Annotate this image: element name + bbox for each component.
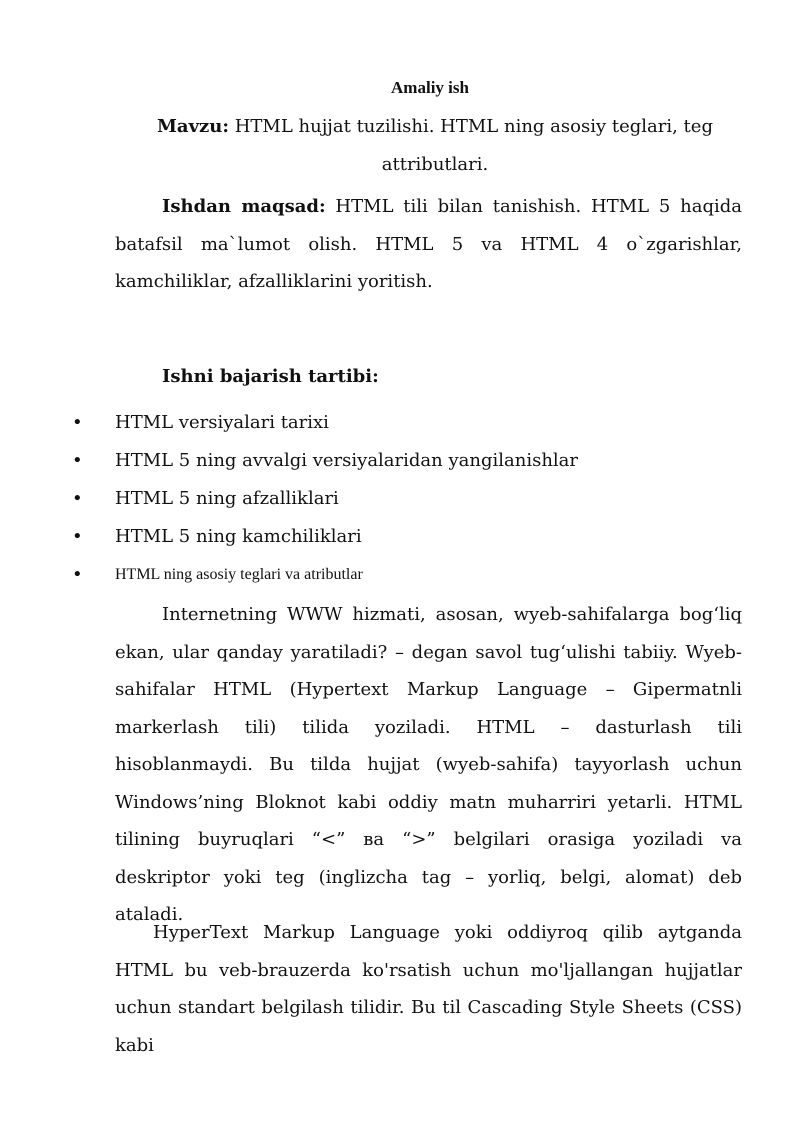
task-text: HTML 5 ning afzalliklari	[115, 488, 339, 509]
body-paragraph-1: Internetning WWW hizmati, asosan, wyeb-sahifalarga bog‘liq ekan, ular qanday yaratiladi? – degan savol tug‘ulishi tabiiy. Wyeb-sahifalar HTML (Hypertext Markup Language – Gipermatnli markerlash tili) tilida yoziladi. HTML – dasturlash tili hisoblanmaydi. Bu tilda hujjat (wyeb-sahifa) tayyorlash uchun Windows’ning Bloknot kabi oddiy matn muharriri yetarli. HTML tilining buyruqlari “<” ва “>” belgilari orasiga yoziladi va deskriptor yoki teg (inglizcha tag – yorliq, belgi, alomat) deb ataladi.	[115, 604, 742, 925]
goal-text: HTML tili bilan tanishish. HTML 5 haqida batafsil ma`lumot olish. HTML 5 va HTML 4 o`zgarishlar, kamchiliklar, afzalliklarini yoritish.	[115, 196, 742, 292]
topic-line	[115, 108, 755, 184]
bullet-icon: •	[72, 488, 83, 509]
bullet-icon: •	[72, 450, 83, 471]
bullet-icon: •	[72, 526, 83, 547]
task-text: HTML 5 ning avvalgi versiyalaridan yangilanishlar	[115, 450, 578, 471]
page-title: Amaliy ish	[391, 78, 469, 97]
topic-label: Mavzu:	[157, 116, 229, 137]
task-text: HTML ning asosiy teglari va atributlar	[115, 566, 363, 583]
procedure-heading: Ishni bajarish tartibi:	[162, 366, 379, 387]
body-paragraph-2: HyperText Markup Language yoki oddiyroq qilib aytganda HTML bu veb-brauzerda ko'rsatish uchun mo'ljallangan hujjatlar uchun standart belgilash tilidir. Bu til Cascading Style Sheets (CSS) kabi	[115, 922, 742, 1056]
bullet-icon: •	[72, 564, 83, 585]
bullet-icon: •	[72, 412, 83, 433]
topic-text: HTML hujjat tuzilishi. HTML ning asosiy teglari, teg attributlari.	[229, 116, 713, 175]
goal-label: Ishdan maqsad:	[162, 196, 326, 217]
task-text: HTML 5 ning kamchiliklari	[115, 526, 362, 547]
task-text: HTML versiyalari tarixi	[115, 412, 329, 433]
goal-paragraph	[115, 188, 742, 301]
